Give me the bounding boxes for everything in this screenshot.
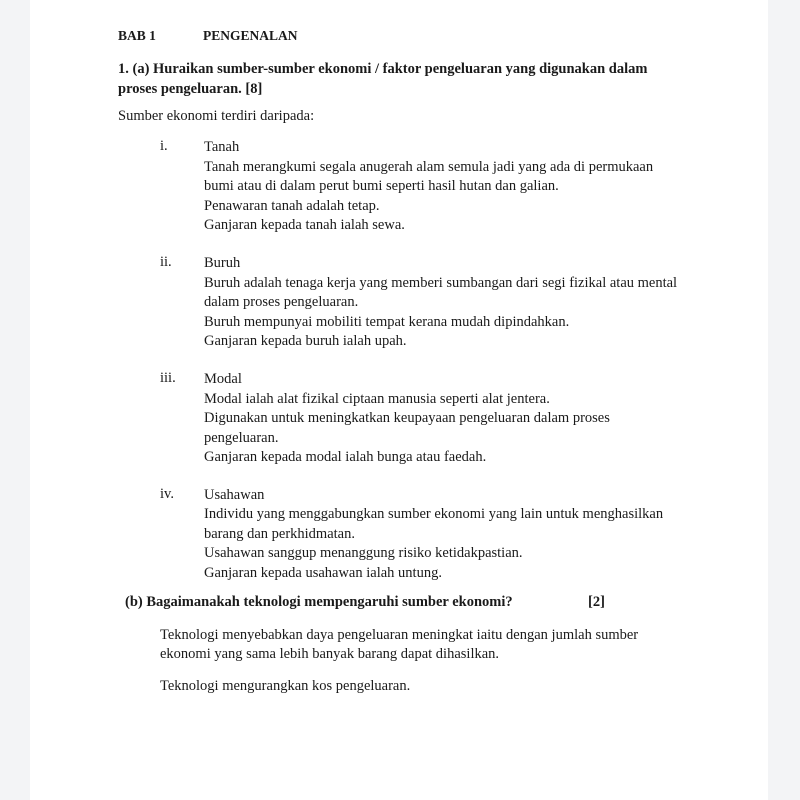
item-numeral: iii.: [160, 370, 176, 386]
item-numeral: iv.: [160, 486, 174, 502]
item-line: Buruh adalah tenaga kerja yang memberi sumbangan dari segi fizikal atau mental: [204, 275, 678, 291]
chapter-title: PENGENALAN: [203, 28, 298, 43]
item-line: Ganjaran kepada buruh ialah upah.: [204, 333, 407, 349]
question-a-line-2: proses pengeluaran. [8]: [118, 81, 263, 97]
item-line: barang dan perkhidmatan.: [204, 526, 355, 542]
answer-b-line: Teknologi mengurangkan kos pengeluaran.: [160, 678, 411, 694]
document-page: [30, 0, 768, 800]
item-line: Ganjaran kepada modal ialah bunga atau faedah.: [204, 449, 487, 465]
answer-b-line: Teknologi menyebabkan daya pengeluaran meningkat iaitu dengan jumlah sumber: [160, 627, 639, 643]
item-numeral: ii.: [160, 254, 172, 270]
item-heading: Tanah: [204, 139, 240, 155]
item-line: Penawaran tanah adalah tetap.: [204, 198, 380, 214]
item-line: Digunakan untuk meningkatkan keupayaan pengeluaran dalam proses: [204, 410, 610, 426]
item-line: pengeluaran.: [204, 430, 279, 446]
item-line: dalam proses pengeluaran.: [204, 294, 359, 310]
item-heading: Modal: [204, 371, 242, 387]
item-line: Modal ialah alat fizikal ciptaan manusia seperti alat jentera.: [204, 391, 550, 407]
item-line: bumi atau di dalam perut bumi seperti hasil hutan dan galian.: [204, 178, 559, 194]
question-b-marks: [2]: [588, 594, 605, 610]
item-line: Usahawan sanggup menanggung risiko ketidakpastian.: [204, 545, 523, 561]
question-a-line-1: 1. (a) Huraikan sumber-sumber ekonomi / faktor pengeluaran yang digunakan dalam: [118, 61, 648, 77]
intro-text: Sumber ekonomi terdiri daripada:: [118, 108, 315, 124]
item-heading: Buruh: [204, 255, 241, 271]
item-line: Ganjaran kepada tanah ialah sewa.: [204, 217, 405, 233]
question-b-text: (b) Bagaimanakah teknologi mempengaruhi sumber ekonomi?: [125, 594, 513, 610]
item-line: Individu yang menggabungkan sumber ekonomi yang lain untuk menghasilkan: [204, 506, 664, 522]
item-numeral: i.: [160, 138, 168, 154]
item-line: Ganjaran kepada usahawan ialah untung.: [204, 565, 442, 581]
chapter-label: BAB 1: [118, 28, 156, 43]
item-line: Buruh mempunyai mobiliti tempat kerana mudah dipindahkan.: [204, 314, 570, 330]
item-heading: Usahawan: [204, 487, 265, 503]
answer-b-line: ekonomi yang sama lebih banyak barang dapat dihasilkan.: [160, 646, 500, 662]
item-line: Tanah merangkumi segala anugerah alam semula jadi yang ada di permukaan: [204, 159, 654, 175]
